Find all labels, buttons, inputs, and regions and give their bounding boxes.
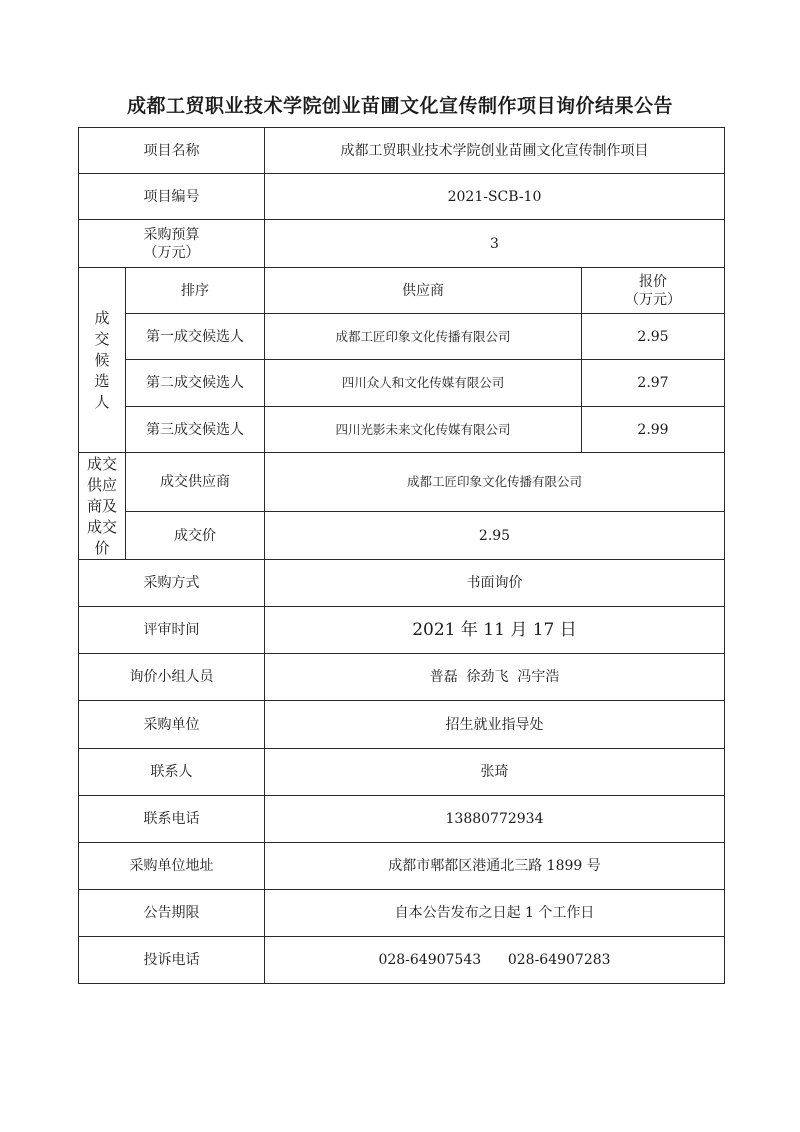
row-panel — [79, 654, 725, 701]
value-panel: 普磊 徐劲飞 冯宇浩 — [265, 654, 725, 701]
candidate-supplier: 成都工匠印象文化传播有限公司 — [265, 314, 582, 360]
value-deal-price: 2.95 — [265, 512, 725, 560]
value-project-name: 成都工贸职业技术学院创业苗圃文化宣传制作项目 — [265, 128, 725, 174]
label-project-name: 项目名称 — [79, 128, 265, 174]
candidate-price: 2.95 — [582, 314, 725, 360]
label-project-number: 项目编号 — [79, 174, 265, 220]
value-unit: 招生就业指导处 — [265, 701, 725, 749]
label-unit: 采购单位 — [79, 701, 265, 749]
row-deal-supplier — [79, 453, 725, 512]
candidate-rank: 第二成交候选人 — [126, 360, 265, 407]
value-complaint: 028-64907543 028-64907283 — [265, 937, 725, 984]
label-phone: 联系电话 — [79, 796, 265, 843]
row-budget — [79, 220, 725, 268]
table-row — [79, 407, 725, 453]
candidate-supplier: 四川光影未来文化传媒有限公司 — [265, 407, 582, 453]
row-deal-price — [79, 512, 725, 560]
label-contact: 联系人 — [79, 749, 265, 796]
result-table — [78, 127, 725, 984]
value-deal-supplier: 成都工匠印象文化传播有限公司 — [265, 453, 725, 512]
header-rank: 排序 — [126, 268, 265, 314]
value-budget: 3 — [265, 220, 725, 268]
label-budget-line2: （万元） — [143, 244, 200, 261]
row-phone — [79, 796, 725, 843]
value-method: 书面询价 — [265, 560, 725, 607]
label-deal-supplier: 成交供应商 — [126, 453, 265, 512]
header-price-line1: 报价 — [639, 273, 667, 290]
table-row — [79, 360, 725, 407]
label-budget-line1: 采购预算 — [143, 226, 200, 243]
row-unit — [79, 701, 725, 749]
value-review-time: 2021 年 11 月 17 日 — [265, 607, 725, 654]
label-period: 公告期限 — [79, 890, 265, 937]
row-period — [79, 890, 725, 937]
label-method: 采购方式 — [79, 560, 265, 607]
value-project-number: 2021-SCB-10 — [265, 174, 725, 220]
value-address: 成都市郫都区港通北三路 1899 号 — [265, 843, 725, 890]
header-supplier: 供应商 — [265, 268, 582, 314]
row-complaint — [79, 937, 725, 984]
row-project-number — [79, 174, 725, 220]
row-candidates-header — [79, 268, 725, 314]
header-price — [582, 268, 725, 314]
candidate-rank: 第一成交候选人 — [126, 314, 265, 360]
candidate-supplier: 四川众人和文化传媒有限公司 — [265, 360, 582, 407]
label-complaint: 投诉电话 — [79, 937, 265, 984]
page-title: 成都工贸职业技术学院创业苗圃文化宣传制作项目询价结果公告 — [126, 95, 673, 117]
candidate-rank: 第三成交候选人 — [126, 407, 265, 453]
row-review-time — [79, 607, 725, 654]
header-price-line2: （万元） — [625, 291, 681, 308]
label-panel: 询价小组人员 — [79, 654, 265, 701]
label-budget — [79, 220, 265, 268]
table-row — [79, 314, 725, 360]
row-address — [79, 843, 725, 890]
candidates-group-label: 成交候选人 — [79, 268, 126, 453]
candidate-price: 2.99 — [582, 407, 725, 453]
label-address: 采购单位地址 — [79, 843, 265, 890]
value-contact: 张琦 — [265, 749, 725, 796]
row-method — [79, 560, 725, 607]
row-project-name — [79, 128, 725, 174]
value-phone: 13880772934 — [265, 796, 725, 843]
label-deal-price: 成交价 — [126, 512, 265, 560]
candidate-price: 2.97 — [582, 360, 725, 407]
value-period: 自本公告发布之日起 1 个工作日 — [265, 890, 725, 937]
deal-group-label: 成交供应商及成交价 — [79, 453, 126, 560]
label-review-time: 评审时间 — [79, 607, 265, 654]
row-contact — [79, 749, 725, 796]
